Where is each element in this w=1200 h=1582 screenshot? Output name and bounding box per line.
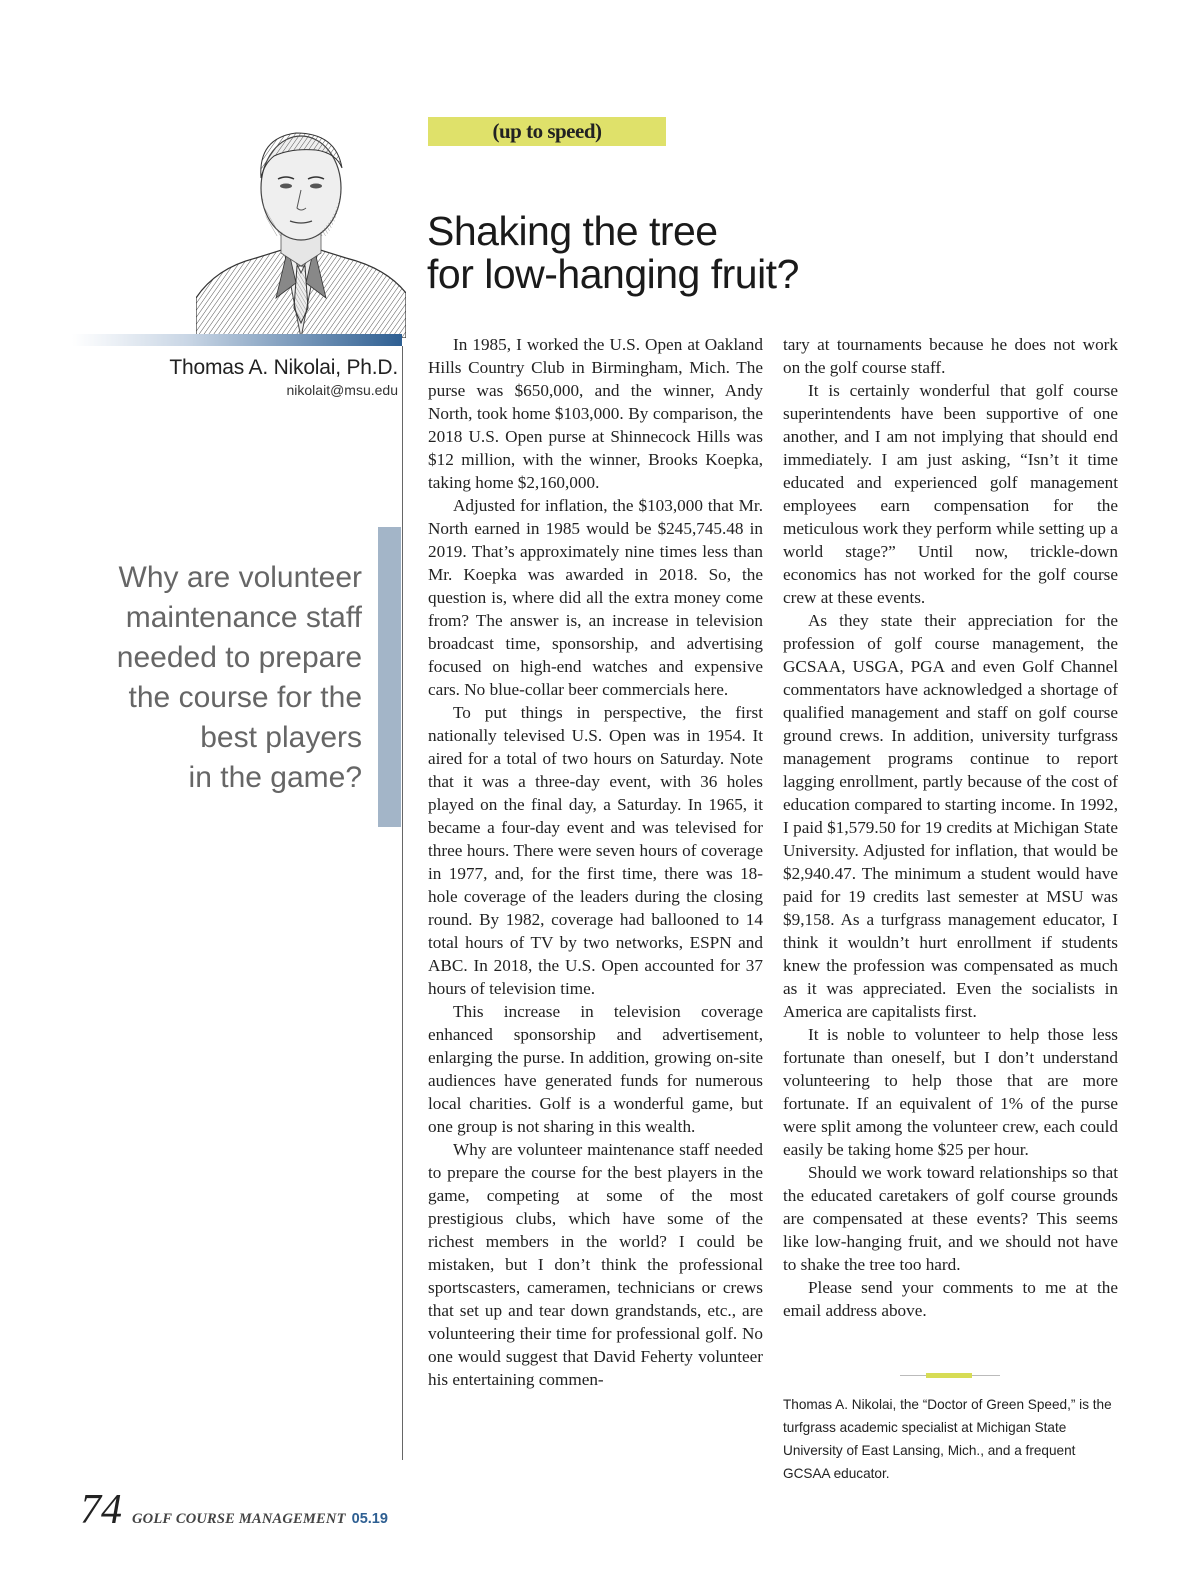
- paragraph: This increase in television coverage enhanced sponsorship and advertisement, enlarging the purse. In addition, growing on-site audiences have generated funds for numerous local charities. Golf is a wonderful game, but one group is not sharing in this wealth.: [428, 1002, 763, 1136]
- paragraph: Adjusted for inflation, the $103,000 that Mr. North earned in 1985 would be $245,745.48 in 2019. That’s approximately nine times less than Mr. Koepka was awarded in 2018. So, the question is, where did all the extra money come from? The answer is, an increase in television broadcast time, sponsorship, and advertising focused on high-end watches and expensive cars. No blue-collar beer commercials here.: [428, 496, 763, 699]
- paragraph: Why are volunteer maintenance staff needed to prepare the course for the best players in the game, competing at some of the most prestigious clubs, which have some of the richest members in the world? I could be mistaken, but I don’t think the professional sportscasters, cameramen, technicians or crews that set up and tear down grandstands, etc., are volunteering their time for professional golf. No one would suggest that David Feherty volunteer his entertaining commen-: [428, 1140, 763, 1389]
- author-name: Thomas A. Nikolai, Ph.D.: [169, 356, 398, 379]
- pullquote-bar: [378, 527, 401, 827]
- author-bio: Thomas A. Nikolai, the “Doctor of Green Speed,” is the turfgrass academic specialist at Michigan State University of East Lansing, Mich., and a frequent GCSAA educator.: [783, 1397, 1112, 1481]
- paragraph: As they state their appreciation for the profession of golf course management, the GCSAA, USGA, PGA and even Golf Channel commentators have acknowledged a shortage of qualified management and staff on golf course ground crews. In addition, university turfgrass management programs continue to report lagging enrollment, partly because of the cost of education compared to starting income. In 1992, I paid $1,579.50 for 19 credits at Michigan State University. Adjusted for inflation, that would be $2,940.47. The minimum a student would have paid for 19 credits last semester at MSU was $9,158. As a turfgrass management educator, I think it wouldn’t hurt enrollment if students knew the profession was compensated as much as it was appreciated. Even the socialists in America are capitalists first.: [783, 611, 1118, 1021]
- paragraph-continued: tary at tournaments because he does not work on the golf course staff.: [783, 335, 1118, 377]
- issue-date: 05.19: [351, 1511, 388, 1527]
- paragraph: Please send your comments to me at the email address above.: [783, 1278, 1118, 1320]
- pullquote-line: Why are volunteer: [118, 561, 362, 594]
- author-portrait: [196, 108, 406, 338]
- section-tag: (up to speed): [428, 117, 666, 146]
- pullquote: [50, 558, 362, 798]
- headline-line-1: Shaking the tree: [427, 208, 718, 254]
- pullquote-line: maintenance staff: [125, 601, 362, 634]
- paragraph: It is certainly wonderful that golf course superintendents have been supportive of one another, and I am not implying that should end immediately. I am just asking, “Isn’t it time educated and experienced golf management employees earn compensation for the meticulous work they perform while setting up a world stage?” Until now, trickle-down economics has not worked for the golf course crew at these events.: [783, 381, 1118, 607]
- page-number: 74: [80, 1487, 122, 1533]
- paragraph: To put things in perspective, the first nationally televised U.S. Open was in 1954. It aired for a total of two hours on Saturday. Note that it was a three-day event, with 36 holes played on the final day, a Saturday. In 1965, it became a four-day event and was televised for three hours. There were seven hours of coverage in 1977, and, for the first time, there was 18-hole coverage of the leaders during the closing round. By 1982, coverage had ballooned to 14 total hours of TV by two networks, ESPN and ABC. In 2018, the U.S. Open accounted for 37 hours of television time.: [428, 703, 763, 998]
- headline: [427, 210, 1127, 296]
- headline-line-2: for low-hanging fruit?: [427, 251, 799, 297]
- pullquote-line: best players: [200, 721, 362, 754]
- end-mark: [926, 1373, 972, 1378]
- pullquote-line: needed to prepare: [116, 641, 362, 674]
- author-email: nikolait@msu.edu: [286, 382, 398, 398]
- paragraph: It is noble to volunteer to help those less fortunate than oneself, but I don’t understand volunteering to help those that are more fortunate. If an equivalent of 1% of the purse were split among the volunteer crew, each could easily be taking home $25 per hour.: [783, 1025, 1118, 1159]
- paragraph: Should we work toward relationships so that the educated caretakers of golf course grounds are compensated at these events? This seems like low-hanging fruit, and we should not have to shake the tree too hard.: [783, 1163, 1118, 1274]
- pullquote-line: the course for the: [128, 681, 362, 714]
- column-divider: [402, 346, 403, 1460]
- pullquote-line: in the game?: [188, 761, 362, 794]
- body-column-1: [428, 333, 763, 1391]
- magazine-name: GOLF COURSE MANAGEMENT: [132, 1511, 346, 1527]
- author-name-bar: [72, 334, 402, 346]
- page-footer: [80, 1486, 388, 1534]
- paragraph: In 1985, I worked the U.S. Open at Oakland Hills Country Club in Birmingham, Mich. The purse was $650,000, and the winner, Andy North, took home $103,000. By comparison, the 2018 U.S. Open purse at Shinnecock Hills was $12 million, with the winner, Brooks Koepka, taking home $2,160,000.: [428, 335, 763, 492]
- body-column-2: [783, 333, 1118, 1322]
